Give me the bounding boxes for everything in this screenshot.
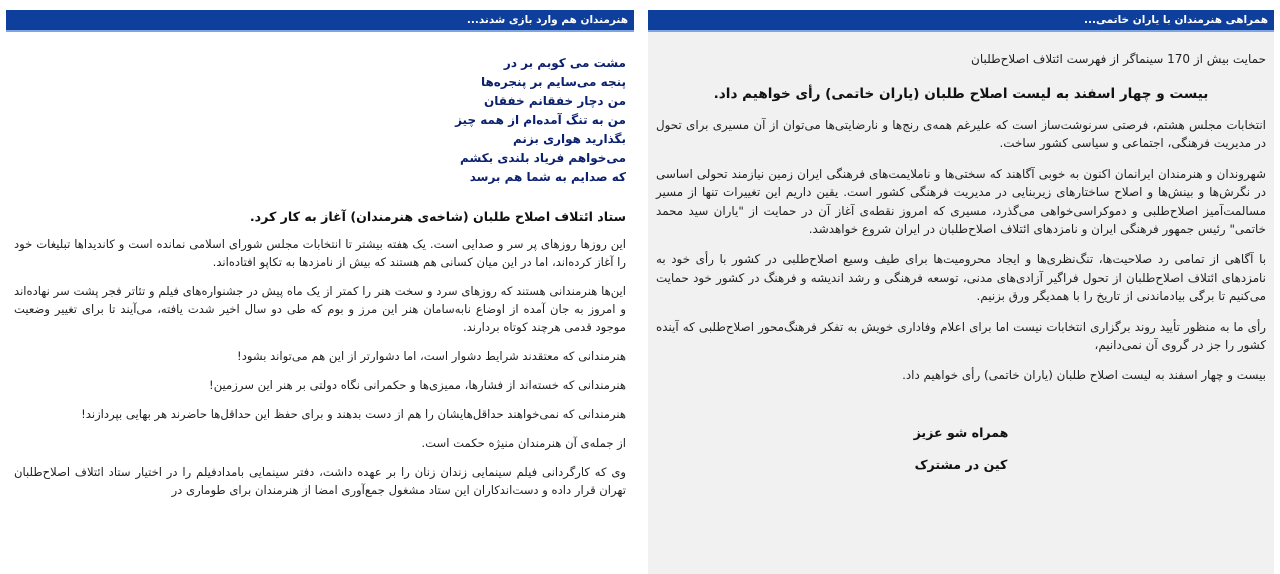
left-column-header: هنرمندان هم وارد بازی شدند... — [6, 10, 634, 32]
left-paragraph: هنرمندانی که خسته‌اند از فشارها، ممیزی‌ها و حکمرانی نگاه دولتی بر هنر این سرزمین! — [209, 378, 626, 392]
article-artists-support — [648, 10, 1274, 574]
poem-verse: پنجه می‌سایم بر پنجره‌ها — [480, 75, 626, 89]
slogan: کین در مشترک — [914, 456, 1008, 472]
poem-verse: من دچار خفقانم خفقان — [484, 94, 626, 108]
right-column-body — [648, 32, 1274, 475]
right-paragraph: انتخابات مجلس هشتم، فرصتی سرنوشت‌ساز است که علیرغم همه‌ی رنج‌ها و نارضایتی‌ها می‌توان از آن مسیری برای تحول در مدیریت فرهنگی، اجتماعی و سیاسی کشور ساخت. — [656, 118, 1266, 151]
left-column-body — [6, 32, 634, 499]
poem-verse: بگذارید هواری بزنم — [513, 132, 626, 146]
poem-verse: من به تنگ آمده‌ام از همه چیز — [455, 113, 626, 127]
poem-verses — [14, 54, 626, 187]
poem-verse: مشت می کوبم بر در — [503, 56, 626, 70]
article-artists-join — [6, 10, 634, 574]
poem-verse: که صدایم به شما هم برسد — [469, 170, 626, 184]
left-paragraph: این روزها روزهای پر سر و صدایی است. یک هفته بیشتر تا انتخابات مجلس شورای اسلامی نمانده است و کاندیداها تبلیغات خود را آغاز کرده‌اند، اما در این میان کسانی هم هستند که بیش از نامزدها به تکاپو افتاده‌اند. — [14, 237, 626, 269]
right-paragraph: رأی ما به منظور تأیید روند برگزاری انتخابات نیست اما برای اعلام وفاداری خویش به تفکر فرهنگ‌محور اصلاح‌طلبی که آینده کشور را جز در گروی آن نمی‌دانیم، — [656, 319, 1266, 353]
right-paragraph: بیست و چهار اسفند به لیست اصلاح طلبان (یاران خاتمی) رأی خواهیم داد. — [902, 368, 1266, 383]
left-paragraph: این‌ها هنرمندانی هستند که روزهای سرد و سخت هنر را کمتر از یک ماه پیش در جشنواره‌های فیلم و تئاتر فجر پشت سر نهاده‌اند و امروز به جان آمده از اوضاع نابه‌سامان هنر این مرز و بوم که طی دو سال اخیر شدت یافته، می‌آیند تا برای تغییر وضعیت موجود قدمی هرچند کوتاه بردارند. — [14, 284, 626, 334]
right-column-header: همراهی هنرمندان با یاران خاتمی... — [648, 10, 1274, 32]
poem-verse: می‌خواهم فریاد بلندی بکشم — [460, 151, 626, 165]
right-paragraph: با آگاهی از تمامی رد صلاحیت‌ها، تنگ‌نظری‌ها و ایجاد محرومیت‌ها برای طیف وسیع اصلاح‌طلبی در کشور با رأی خود به نامزدهای ائتلاف اصلاح‌طلبان از تحول فراگیر آزادی‌های مدنی، توسعه فرهنگی و رشد اندیشه و فرهنگ در کشور خود حمایت می‌کنیم تا برگی بیادماندنی از تاریخ را با همدیگر ورق بزنیم. — [656, 252, 1266, 304]
right-article-heading: بیست و چهار اسفند به لیست اصلاح طلبان (یاران خاتمی) رأی خواهیم داد. — [713, 86, 1209, 102]
right-lead-line: حمایت بیش از 170 سینماگر از فهرست ائتلاف اصلاح‌طلبان — [971, 52, 1266, 66]
left-paragraph: هنرمندانی که نمی‌خواهند حداقل‌هایشان را هم از دست بدهند و برای حفظ این حداقل‌ها حاضرند هر بهایی بپردازند! — [81, 407, 626, 421]
slogan: همراه شو عزیز — [913, 424, 1009, 440]
left-paragraph: وی که کارگردانی فیلم سینمایی زندان زنان را بر عهده داشت، دفتر سینمایی بامدادفیلم را در اختیار ستاد ائتلاف اصلاح‌طلبان تهران قرار داده و دست‌اندکاران این ستاد مشغول جمع‌آوری امضا از هنرمندان برای طوماری در — [14, 465, 626, 497]
left-article-heading: ستاد ائتلاف اصلاح طلبان (شاخه‌ی هنرمندان) آغاز به کار کرد. — [249, 209, 626, 224]
left-paragraph: هنرمندانی که معتقدند شرایط دشوار است، اما دشوارتر از این هم می‌تواند بشود! — [237, 349, 626, 363]
left-paragraph: از جمله‌ی آن هنرمندان منیژه حکمت است. — [421, 436, 626, 450]
right-paragraph: شهروندان و هنرمندان ایرانمان اکنون به خوبی آگاهند که سختی‌ها و ناملایمت‌های فرهنگی ایران زمین نیازمند تحولی اساسی در نگرش‌ها و بینش‌ها و اصلاح ساختارهای زیربنایی در مدیریت فرهنگی کشور است. یقین داریم این تغییرات تنها از مسیر مسالمت‌آمیز اصلاح‌طلبی و دموکراسی‌خواهی می‌گذرد، مسیری که امروز نقطه‌ی آغاز آن در حمایت از "یاران سید محمد خاتمی" رئیس جمهور فرهنگی ایران و نامزدهای ائتلاف اصلاح‌طلبان در ایران شروع خواهدشد. — [656, 166, 1266, 237]
